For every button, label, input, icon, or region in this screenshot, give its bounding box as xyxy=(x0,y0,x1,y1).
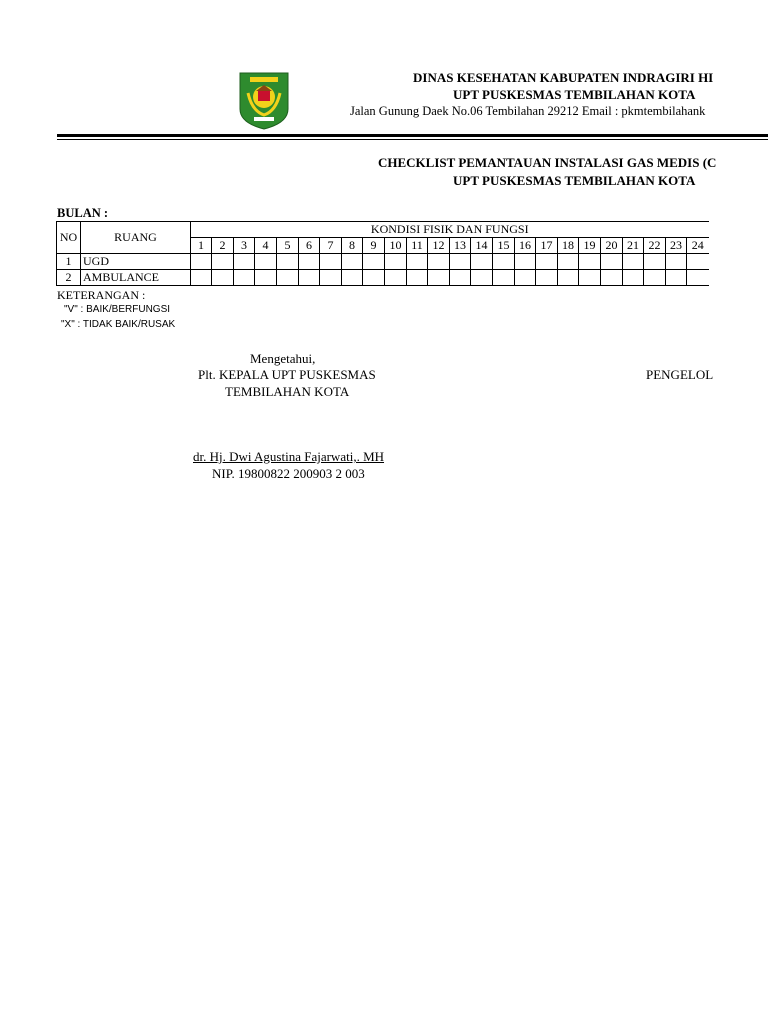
check-cell[interactable] xyxy=(515,270,536,286)
check-cell[interactable] xyxy=(493,254,515,270)
document-title: CHECKLIST PEMANTAUAN INSTALASI GAS MEDIS (C xyxy=(378,155,717,170)
signature-name: dr. Hj. Dwi Agustina Fajarwati,. MH xyxy=(193,449,385,464)
day-column-header: 11 xyxy=(407,238,428,254)
check-cell[interactable] xyxy=(342,270,363,286)
check-cell[interactable] xyxy=(299,254,320,270)
check-cell[interactable] xyxy=(212,270,234,286)
check-cell[interactable] xyxy=(277,254,299,270)
check-cell[interactable] xyxy=(666,254,687,270)
check-cell[interactable] xyxy=(450,270,471,286)
header-puskesmas-name: UPT PUSKESMAS TEMBILAHAN KOTA xyxy=(453,87,696,102)
day-column-header: 8 xyxy=(342,238,363,254)
day-column-header: 15 xyxy=(493,238,515,254)
header-divider-thick xyxy=(57,134,768,137)
day-column-header: 20 xyxy=(601,238,623,254)
row-ruang: AMBULANCE xyxy=(81,270,191,286)
check-cell[interactable] xyxy=(687,254,709,270)
row-number: 1 xyxy=(57,254,81,270)
check-cell[interactable] xyxy=(428,270,450,286)
table-header-row xyxy=(57,222,709,238)
signature-position-cont: TEMBILAHAN KOTA xyxy=(225,384,350,399)
check-cell[interactable] xyxy=(428,254,450,270)
check-cell[interactable] xyxy=(363,254,385,270)
col-header-kondisi: KONDISI FISIK DAN FUNGSI xyxy=(191,222,709,238)
check-cell[interactable] xyxy=(299,270,320,286)
check-cell[interactable] xyxy=(191,254,212,270)
check-cell[interactable] xyxy=(515,254,536,270)
check-cell[interactable] xyxy=(255,254,277,270)
row-ruang: UGD xyxy=(81,254,191,270)
check-cell[interactable] xyxy=(579,270,601,286)
check-cell[interactable] xyxy=(385,254,407,270)
day-column-header: 18 xyxy=(558,238,579,254)
check-cell[interactable] xyxy=(234,254,255,270)
day-column-header: 7 xyxy=(320,238,342,254)
day-column-header: 2 xyxy=(212,238,234,254)
check-cell[interactable] xyxy=(601,270,623,286)
check-cell[interactable] xyxy=(536,270,558,286)
day-column-header: 4 xyxy=(255,238,277,254)
check-cell[interactable] xyxy=(644,254,666,270)
day-column-header: 21 xyxy=(623,238,644,254)
day-column-header: 14 xyxy=(471,238,493,254)
check-cell[interactable] xyxy=(191,270,212,286)
day-column-header: 16 xyxy=(515,238,536,254)
check-cell[interactable] xyxy=(687,270,709,286)
col-header-no: NO xyxy=(57,222,81,254)
col-header-ruang: RUANG xyxy=(81,222,191,254)
keterangan-item: "X" : TIDAK BAIK/RUSAK xyxy=(61,319,176,330)
check-cell[interactable] xyxy=(558,254,579,270)
check-cell[interactable] xyxy=(471,254,493,270)
day-column-header: 6 xyxy=(299,238,320,254)
check-cell[interactable] xyxy=(558,270,579,286)
header-agency-name: DINAS KESEHATAN KABUPATEN INDRAGIRI HI xyxy=(413,70,714,85)
day-column-header: 1 xyxy=(191,238,212,254)
day-column-header: 5 xyxy=(277,238,299,254)
check-cell[interactable] xyxy=(234,270,255,286)
keterangan-item: "V" : BAIK/BERFUNGSI xyxy=(64,304,171,315)
signature-right-label: PENGELOL xyxy=(646,367,714,382)
check-cell[interactable] xyxy=(255,270,277,286)
table-row xyxy=(57,254,709,270)
check-cell[interactable] xyxy=(212,254,234,270)
check-cell[interactable] xyxy=(450,254,471,270)
check-cell[interactable] xyxy=(277,270,299,286)
check-cell[interactable] xyxy=(385,270,407,286)
day-column-header: 19 xyxy=(579,238,601,254)
day-column-header: 3 xyxy=(234,238,255,254)
table-row xyxy=(57,270,709,286)
header-address: Jalan Gunung Daek No.06 Tembilahan 29212 Email : pkmtembilahank xyxy=(350,104,706,118)
keterangan-label: KETERANGAN : xyxy=(57,288,146,302)
day-column-header: 12 xyxy=(428,238,450,254)
check-cell[interactable] xyxy=(407,270,428,286)
check-cell[interactable] xyxy=(601,254,623,270)
check-cell[interactable] xyxy=(493,270,515,286)
regional-emblem-icon xyxy=(238,71,290,131)
day-column-header: 22 xyxy=(644,238,666,254)
row-number: 2 xyxy=(57,270,81,286)
checklist-table xyxy=(56,221,709,286)
check-cell[interactable] xyxy=(623,270,644,286)
month-label: BULAN : xyxy=(57,206,109,220)
document-subtitle: UPT PUSKESMAS TEMBILAHAN KOTA xyxy=(453,173,696,188)
day-column-header: 9 xyxy=(363,238,385,254)
signature-mengetahui: Mengetahui, xyxy=(250,351,316,366)
day-column-header: 23 xyxy=(666,238,687,254)
check-cell[interactable] xyxy=(471,270,493,286)
day-column-header: 10 xyxy=(385,238,407,254)
signature-position: Plt. KEPALA UPT PUSKESMAS xyxy=(198,367,376,382)
day-column-header: 17 xyxy=(536,238,558,254)
check-cell[interactable] xyxy=(644,270,666,286)
day-column-header: 13 xyxy=(450,238,471,254)
header-divider-thin xyxy=(57,139,768,140)
check-cell[interactable] xyxy=(363,270,385,286)
check-cell[interactable] xyxy=(536,254,558,270)
check-cell[interactable] xyxy=(320,254,342,270)
check-cell[interactable] xyxy=(342,254,363,270)
check-cell[interactable] xyxy=(407,254,428,270)
signature-nip: NIP. 19800822 200903 2 003 xyxy=(212,466,365,481)
check-cell[interactable] xyxy=(320,270,342,286)
check-cell[interactable] xyxy=(579,254,601,270)
check-cell[interactable] xyxy=(666,270,687,286)
day-column-header: 24 xyxy=(687,238,709,254)
check-cell[interactable] xyxy=(623,254,644,270)
